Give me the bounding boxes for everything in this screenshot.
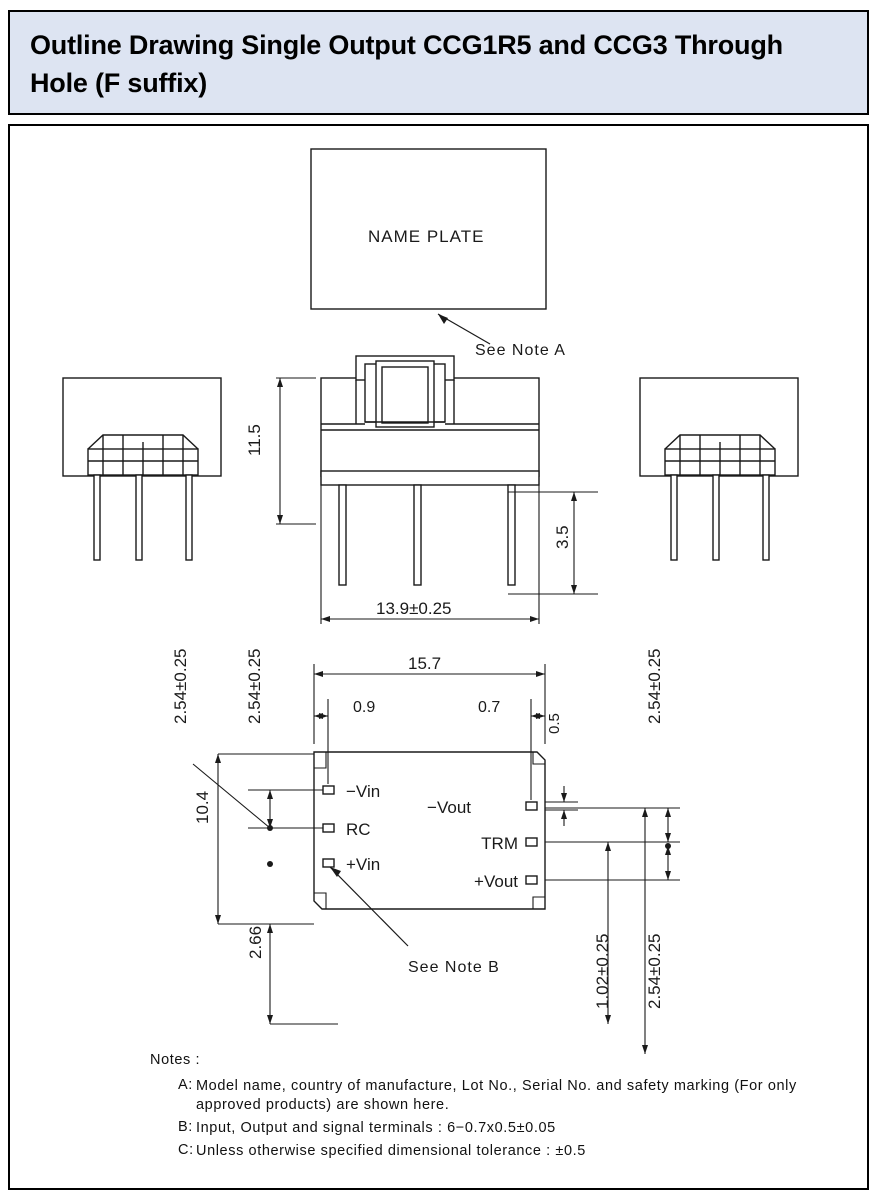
pin-label-minus-vin: −Vin <box>346 782 381 801</box>
mechanical-drawing <box>8 124 869 1190</box>
dim-right-2-54-upper-label: 2.54±0.25 <box>645 648 664 724</box>
pin-label-plus-vout: +Vout <box>474 872 518 891</box>
dim-10-4-label: 10.4 <box>193 790 212 824</box>
notes-block <box>150 1052 850 1165</box>
pin-label-plus-vin: +Vin <box>346 855 381 874</box>
dim-left-2-54-outer-label: 2.54±0.25 <box>171 648 190 724</box>
front-view <box>321 356 539 585</box>
page-title: Outline Drawing Single Output CCG1R5 and CCG3 Through Hole (F suffix) <box>30 30 783 98</box>
dim-left-2-54-inner-label: 2.54±0.25 <box>245 648 264 724</box>
header-banner <box>8 10 869 115</box>
note-key: C: <box>178 1142 194 1158</box>
dim-right-2-54-lower-label: 2.54±0.25 <box>645 933 664 1009</box>
dim-0-5-label: 0.5 <box>546 713 563 734</box>
note-key: B: <box>178 1119 193 1135</box>
pin-label-minus-vout: −Vout <box>427 798 471 817</box>
dim-0-7-label: 0.7 <box>478 699 501 716</box>
note-key: A: <box>178 1077 193 1093</box>
dim-3-5-label: 3.5 <box>553 525 572 549</box>
note-item <box>150 1077 850 1115</box>
note-text: Unless otherwise specified dimensional tolerance : ±0.5 <box>196 1143 586 1159</box>
dim-1-02-label: 1.02±0.25 <box>593 933 612 1009</box>
dim-0-9-label: 0.9 <box>353 699 376 716</box>
right-side-view <box>640 378 798 560</box>
note-text: Input, Output and signal terminals : 6−0.7x0.5±0.05 <box>196 1120 556 1136</box>
dim-11-5 <box>276 378 316 524</box>
note-item <box>150 1119 850 1138</box>
notes-title: Notes : <box>150 1052 201 1068</box>
dim-2-66-label: 2.66 <box>246 925 265 959</box>
see-note-b-label: See Note B <box>408 959 500 976</box>
note-text: Model name, country of manufacture, Lot No., Serial No. and safety marking (For only approved products) are shown here. <box>196 1078 797 1113</box>
dim-13-9-label: 13.9±0.25 <box>376 599 452 618</box>
name-plate-label: NAME PLATE <box>368 227 485 246</box>
dim-15-7-label: 15.7 <box>408 654 442 673</box>
dim-11-5-label: 11.5 <box>245 424 264 456</box>
pin-label-trm: TRM <box>481 834 518 853</box>
note-item <box>150 1142 850 1161</box>
see-note-a-label: See Note A <box>475 342 566 359</box>
pin-label-rc: RC <box>346 820 371 839</box>
left-side-view <box>63 378 221 560</box>
